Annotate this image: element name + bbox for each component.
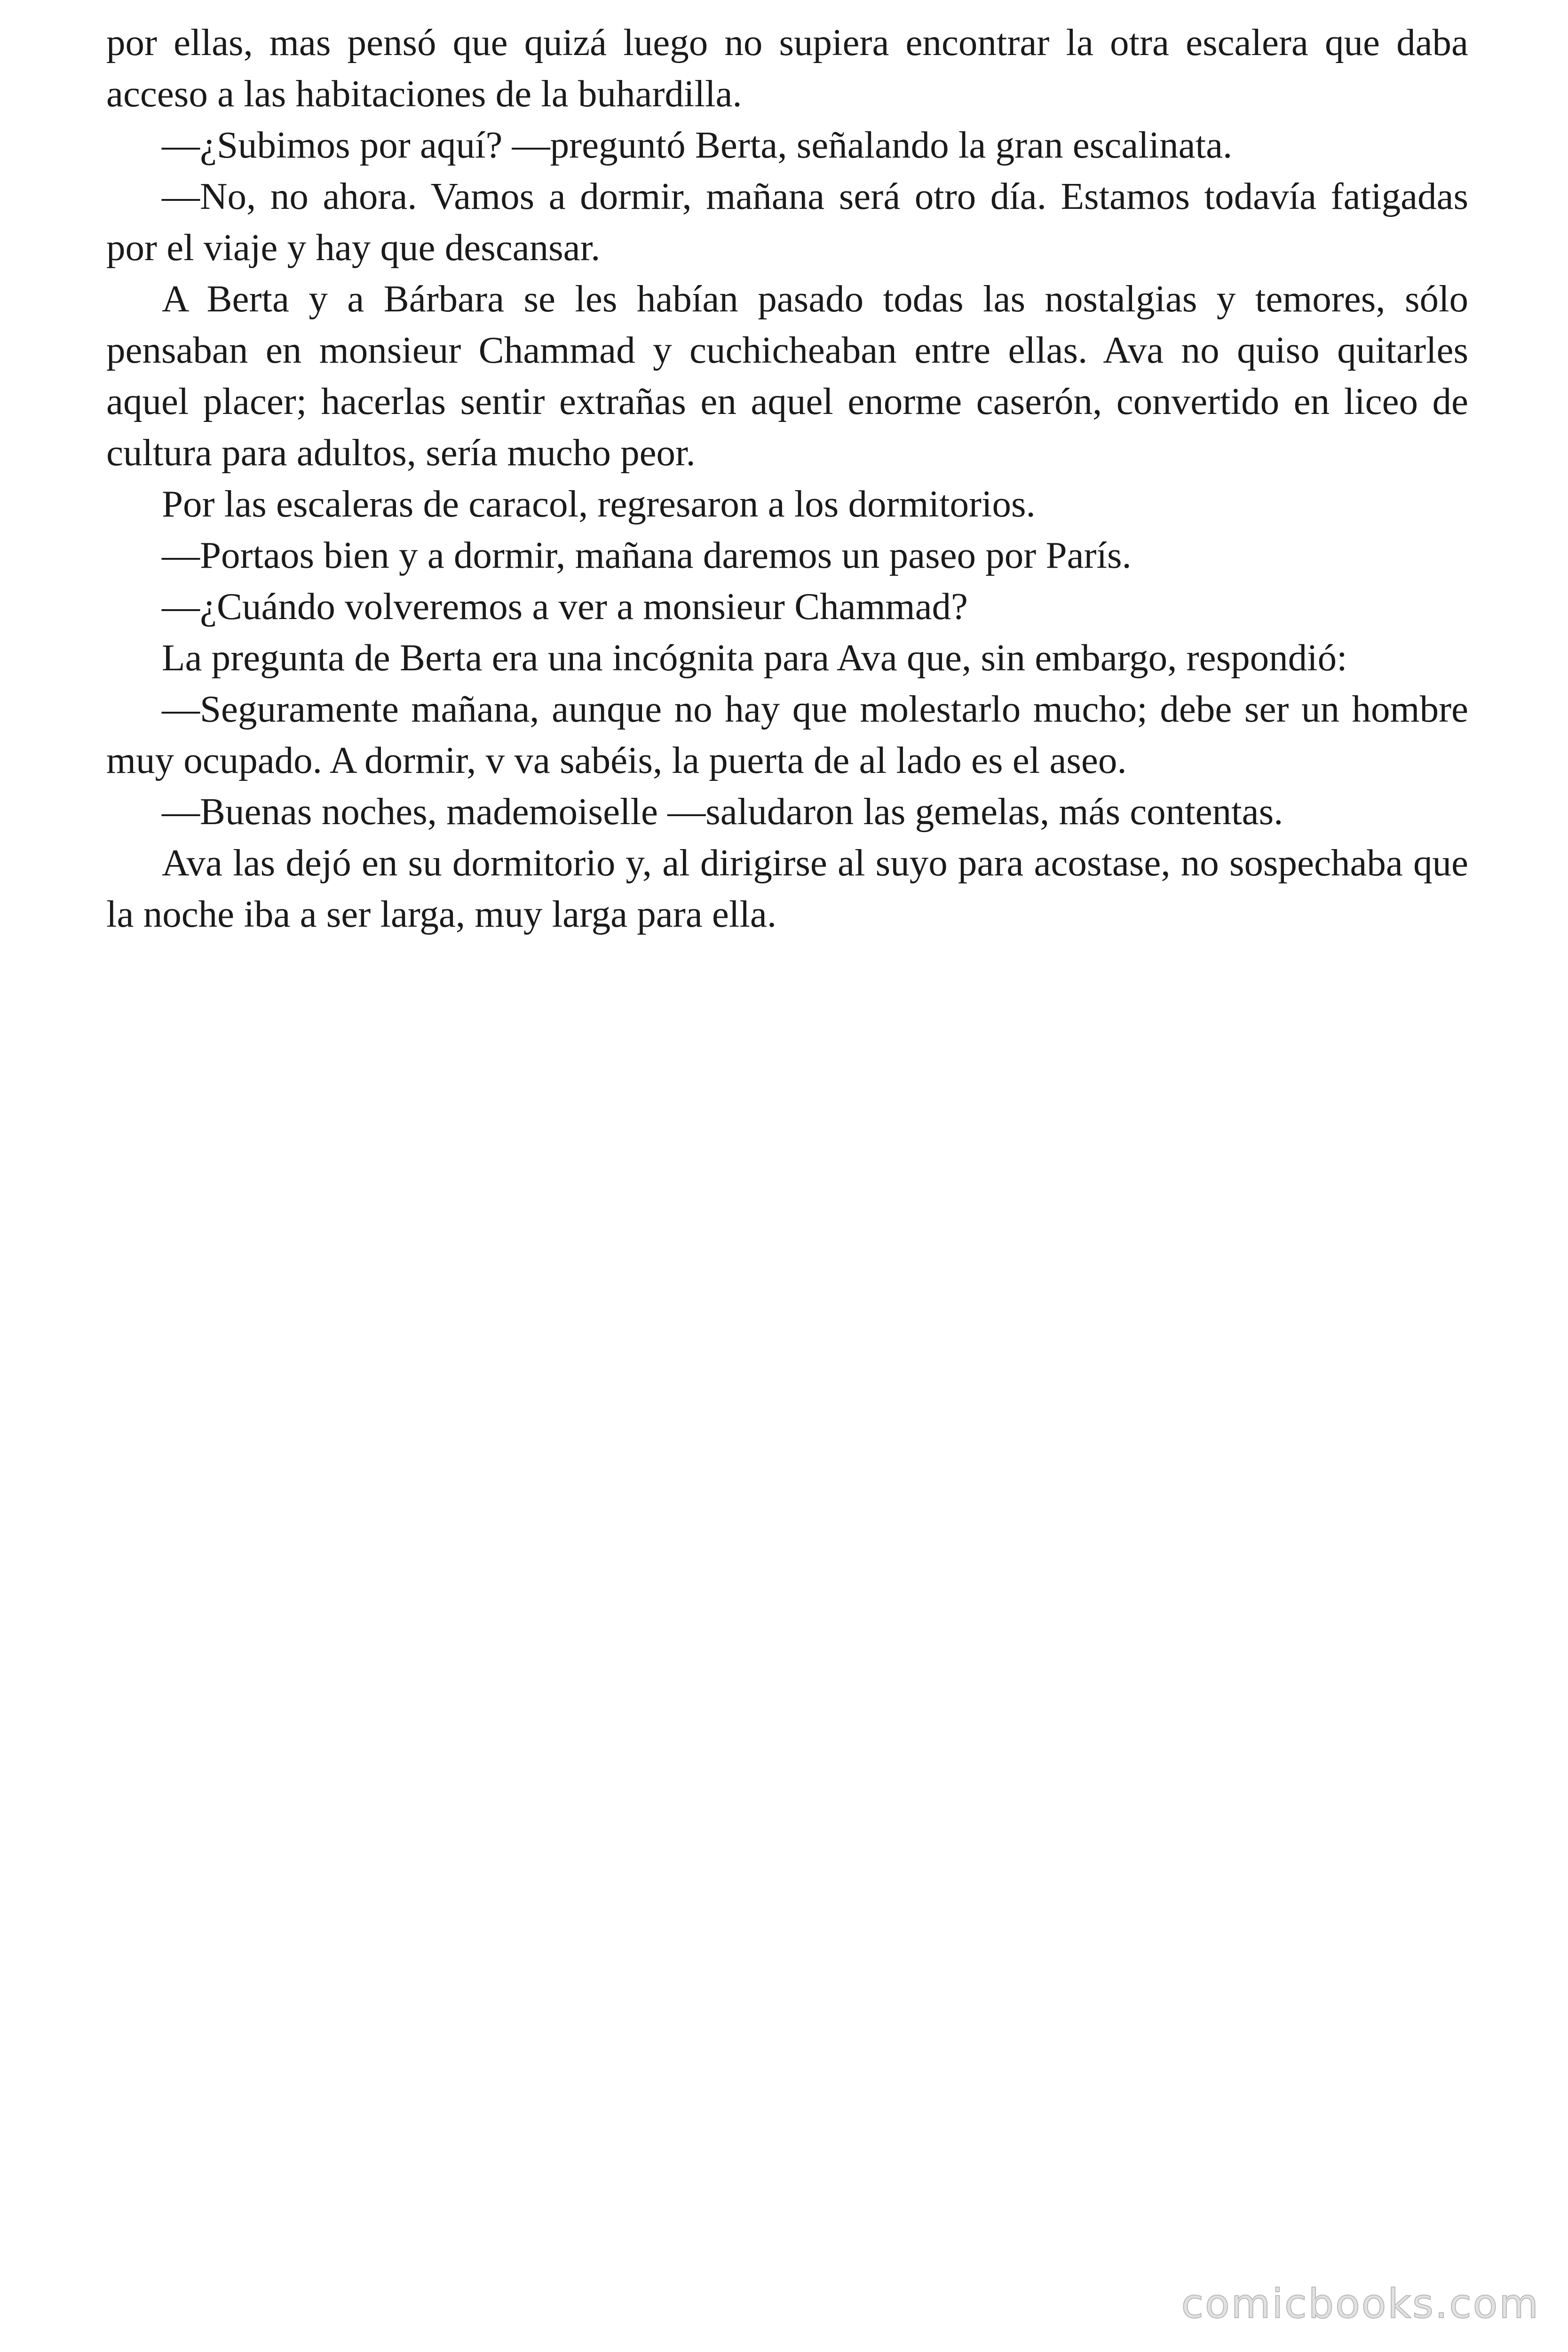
- paragraph-dialogue: —¿Subimos por aquí? —preguntó Berta, señalando la gran escalinata.: [162, 124, 1233, 166]
- paragraph-dialogue: —Buenas noches, mademoiselle —saludaron las gemelas, más contentas.: [162, 790, 1283, 833]
- paragraph-narration: Ava las dejó en su dormitorio y, al dirigirse al suyo para acostase, no sospechaba que la noche iba a ser larga, muy larga para ella.: [106, 842, 1468, 935]
- paragraph-dialogue: —No, no ahora. Vamos a dormir, mañana será otro día. Estamos todavía fatigadas por el viaje y hay que descansar.: [106, 175, 1468, 269]
- body-text: [106, 17, 1468, 940]
- paragraph-narration: La pregunta de Berta era una incógnita para Ava que, sin embargo, respondió:: [162, 636, 1347, 679]
- watermark-text: comicbooks.com: [1181, 2280, 1540, 2328]
- paragraph-dialogue: —Portaos bien y a dormir, mañana daremos un paseo por París.: [162, 534, 1132, 576]
- paragraph-narration: A Berta y a Bárbara se les habían pasado todas las nostalgias y temores, sólo pensaban en monsieur Chammad y cuchicheaban entre ellas. Ava no quiso quitarles aquel placer; hacerlas sentir extrañas en aquel enorme caserón, convertido en liceo de cultura para adultos, sería mucho peor.: [106, 278, 1468, 474]
- paragraph-continuation: por ellas, mas pensó que quizá luego no supiera encontrar la otra escalera que daba acceso a las habitaciones de la buhardilla.: [106, 21, 1468, 115]
- paragraph-dialogue: —¿Cuándo volveremos a ver a monsieur Chammad?: [162, 585, 968, 628]
- paragraph-dialogue: —Seguramente mañana, aunque no hay que molestarlo mucho; debe ser un hombre muy ocupado. A dormir, v va sabéis, la puerta de al lado es el aseo.: [106, 688, 1468, 781]
- paragraph-narration: Por las escaleras de caracol, regresaron a los dormitorios.: [162, 483, 1036, 525]
